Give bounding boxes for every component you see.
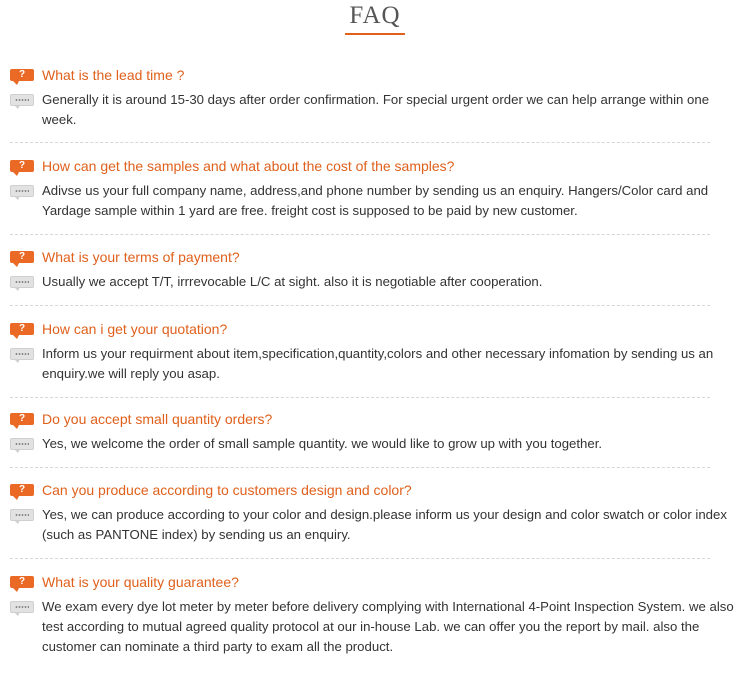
faq-item: [10, 408, 710, 468]
faq-answer-row: [10, 344, 735, 384]
page-title: FAQ: [345, 1, 404, 35]
question-bubble-icon: ?: [10, 323, 34, 335]
faq-answer-row: [10, 434, 735, 454]
faq-item: [10, 479, 727, 559]
answer-bubble-icon: [10, 348, 34, 360]
faq-answer-row: [10, 597, 735, 657]
answer-bubble-icon: [10, 509, 34, 521]
faq-question: What is your terms of payment?: [42, 249, 240, 265]
faq-question-row: [10, 479, 710, 501]
answer-bubble-icon: [10, 276, 34, 288]
faq-answer: Yes, we welcome the order of small sample quantity. we would like to grow up with you together.: [42, 436, 603, 451]
faq-header: [0, 0, 750, 35]
answer-bubble-icon: [10, 185, 34, 197]
faq-answer: We exam every dye lot meter by meter before delivery complying with International 4-Point Inspection System. we also test according to mutual agreed quality protocol at our in-house Lab. we can offer you the report by mail. also the customer can nominate a third party to exam all the product.: [42, 599, 734, 654]
faq-answer-row: [10, 90, 735, 130]
question-bubble-icon: ?: [10, 413, 34, 425]
faq-answer: Generally it is around 15-30 days after order confirmation. For special urgent order we can help arrange within one week.: [42, 92, 710, 127]
answer-bubble-icon: [10, 438, 34, 450]
faq-answer-row: [10, 505, 735, 545]
answer-bubble-icon: [10, 94, 34, 106]
faq-list: [10, 64, 735, 671]
question-bubble-icon: ?: [10, 251, 34, 263]
faq-question-row: [10, 408, 710, 430]
faq-question: Can you produce according to customers design and color?: [42, 482, 412, 498]
faq-answer-row: [10, 272, 735, 292]
faq-question: How can i get your quotation?: [42, 321, 228, 337]
faq-item: [10, 155, 710, 235]
faq-question-row: [10, 155, 710, 177]
faq-item: [10, 64, 710, 143]
faq-answer: Adivse us your full company name, address,and phone number by sending us an enquiry. Hangers/Color card and Yardage sample within 1 yard are free. freight cost is supposed to be paid by new customer.: [42, 183, 709, 218]
faq-answer: Yes, we can produce according to your color and design.please inform us your design and color swatch or color index (such as PANTONE index) by sending us an enquiry.: [42, 507, 727, 542]
faq-question-row: [10, 246, 710, 268]
faq-item: [10, 318, 714, 398]
faq-question: What is the lead time ?: [42, 67, 185, 83]
faq-question-row: [10, 64, 710, 86]
faq-question-row: [10, 318, 710, 340]
question-bubble-icon: ?: [10, 160, 34, 172]
faq-item: [10, 571, 734, 671]
answer-bubble-icon: [10, 601, 34, 613]
question-bubble-icon: ?: [10, 484, 34, 496]
faq-answer-row: [10, 181, 735, 221]
faq-item: [10, 246, 710, 306]
faq-question: What is your quality guarantee?: [42, 574, 239, 590]
faq-answer: Inform us your requirment about item,specification,quantity,colors and other necessary infomation by sending us an enquiry.we will reply you asap.: [42, 346, 714, 381]
faq-question-row: [10, 571, 710, 593]
faq-answer: Usually we accept T/T, irrrevocable L/C at sight. also it is negotiable after cooperation.: [42, 274, 543, 289]
question-bubble-icon: ?: [10, 576, 34, 588]
faq-question: Do you accept small quantity orders?: [42, 411, 273, 427]
question-bubble-icon: ?: [10, 69, 34, 81]
faq-question: How can get the samples and what about the cost of the samples?: [42, 158, 455, 174]
